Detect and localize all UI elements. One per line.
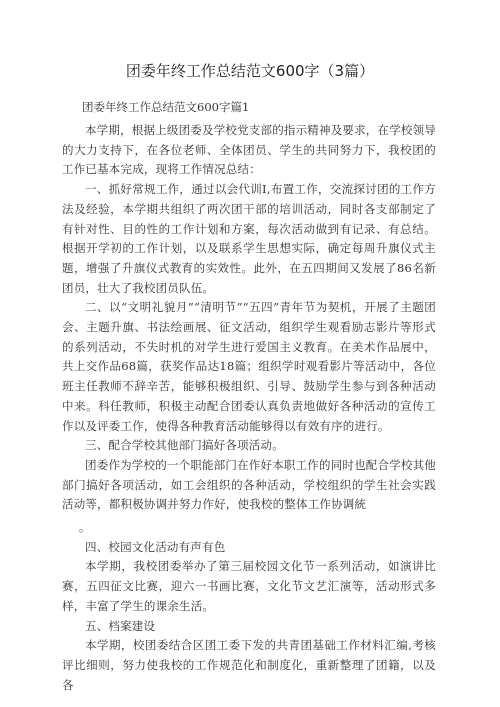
paragraph: 三、配合学校其他部门搞好各项活动。 bbox=[85, 438, 284, 453]
paragraph: 本学期，校团委结合区团工委下发的共青团基础工作材料汇编,考核评比细则，努力使我校的工作规范化和制度化，重新整理了团籍，以及各 bbox=[62, 638, 436, 692]
paragraph: 团委作为学校的一个职能部门在作好本职工作的同时也配合学校其他部门搞好各项活动，如工会组织的各种活动，学校组织的学生社会实践活动等，都积极协调并努力作好，使我校的整体工作协调統 bbox=[62, 457, 436, 512]
document-body bbox=[62, 121, 436, 695]
stray-period: 。 bbox=[79, 520, 91, 535]
paragraph: 一、抓好常规工作，通过以会代训Ⅰ,布置工作，交流探讨团的工作方法及经验，本学期共组织了两次团干部的培训活动，同时各支部制定了有针对性、目的性的工作计划和方案，每次活动做到有记录、有总结。根据开学初的工作计划，以及联系学生思想实际，确定每周升旗仪式主题，增强了升旗仪式教育的实效性。此外，在五四期间又发展了86名新团员，壮大了我校团员队伍。 bbox=[62, 182, 436, 295]
paragraph: 二、以“文明礼貌月”“清明节”“五四”青年节为契机，开展了主题团会、主题升旗、书法绘画展、征文活动，组织学生观看励志影片等形式的系列活动，不失时机的对学生进行爱国主义教育。在美术作品展中，共上交作品68篇，获奖作品达18篇；组织学时观看影片等活动中，各位班主任教师不辞辛苦，能够积极组织、引导、鼓励学生参与到各种活动中来。科任教师，积极主动配合团委认真负责地做好各种活动的宣传工作以及评委工作，使得各种教育活动能够得以有效有序的进行。 bbox=[62, 300, 436, 433]
paragraph bbox=[62, 518, 436, 538]
paragraph: 本学期，我校团委举办了第三届校园文化节一系列活动，如演讲比赛，五四征文比赛，迎六一书画比赛，文化节文艺汇演等，活动形式多样，丰富了学生的课余生活。 bbox=[62, 559, 436, 613]
document-subtitle: 团委年终工作总结范文600字篇1 bbox=[82, 100, 250, 114]
paragraph: 本学期，根据上级团委及学校党支部的指示精神及要求，在学校领导的大力支持下，在各位老师、全体团员、学生的共同努力下，我校团的工作已基本完成，现将工作情况总结： bbox=[62, 123, 436, 177]
paragraph: 五、档案建设 bbox=[85, 618, 156, 633]
paragraph: 四、校园文化活动有声有色 bbox=[85, 539, 226, 554]
document-title: 团委年终工作总结范文600字（3篇） bbox=[125, 62, 375, 80]
